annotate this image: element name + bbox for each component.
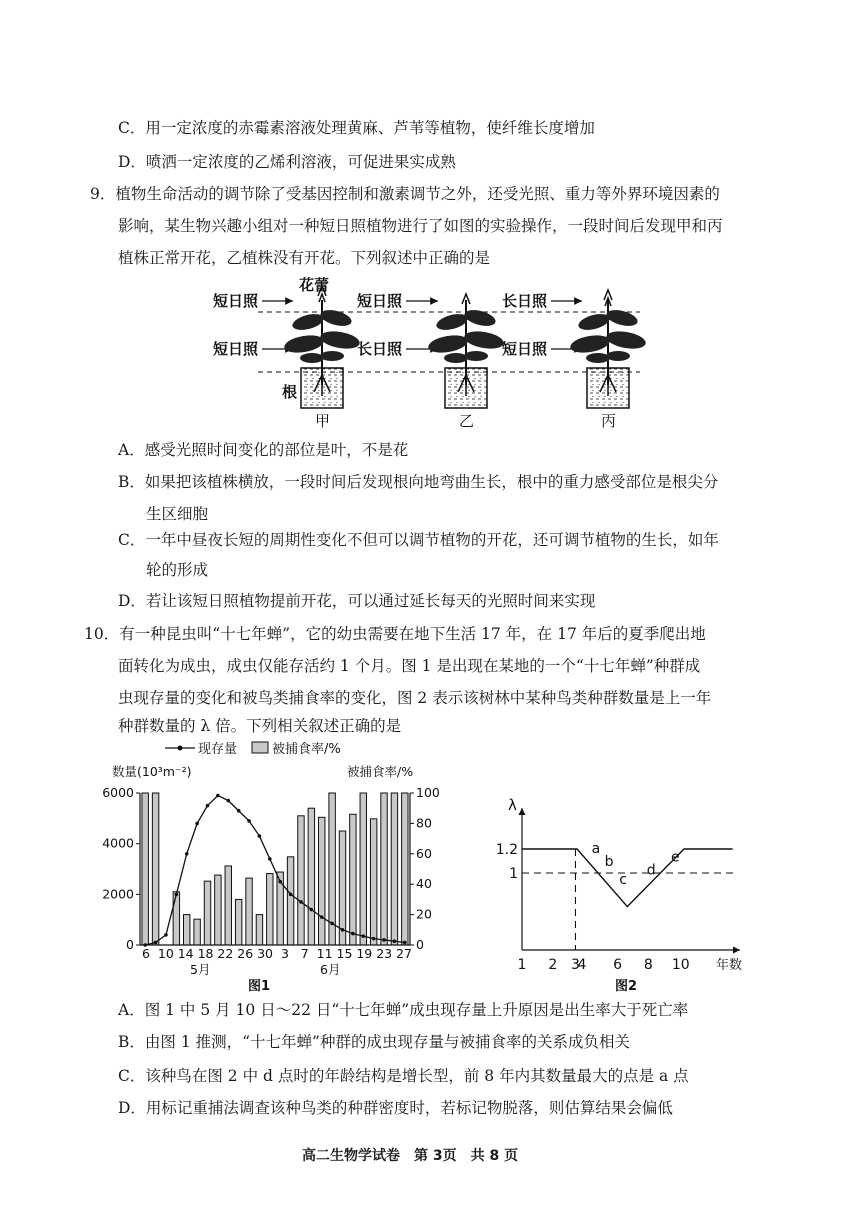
plant-jia-bottom-light: 短日照: [213, 340, 259, 358]
x-tick-label: 18: [197, 946, 214, 961]
q8-option-d: D．喷洒一定浓度的乙烯利溶液，可促进果实成熟: [118, 153, 456, 171]
q10-stem-line1: 10．有一种昆虫叫“十七年蝉”，它的幼虫需要在地下生活 17 年，在 17 年后的夏季爬出地: [84, 625, 706, 643]
right-tick-label: 40: [416, 876, 432, 892]
x-tick-label: 7: [300, 946, 309, 961]
point-label-b: b: [604, 853, 614, 870]
q9-option-c-line1: C．一年中昼夜长短的周期性变化不但可以调节植物的开花，还可调节植物的生长，如年: [118, 531, 719, 549]
flower-bud-label: 花蕾: [299, 276, 330, 294]
q8-option-c: C．用一定浓度的赤霉素溶液处理黄麻、芦苇等植物，使纤维长度增加: [118, 119, 595, 137]
x-tick-label: 6: [613, 957, 623, 973]
x-tick-label: 22: [217, 946, 234, 961]
q9-option-a: A．感受光照时间变化的部位是叶，不是花: [118, 441, 409, 459]
x-tick-label: 15: [336, 946, 353, 961]
q10-option-a: A．图 1 中 5 月 10 日～22 日“十七年蝉”成虫现存量上升原因是出生率大于死亡率: [118, 1001, 689, 1019]
fig1-caption: 图1: [248, 979, 271, 994]
point-label-d: d: [646, 862, 656, 879]
y-tick-label: 1.2: [495, 842, 518, 858]
q10-stem-line2: 面转化为成虫，成虫仅能存活约 1 个月。图 1 是出现在某地的一个“十七年蝉”种群成: [118, 657, 701, 675]
q10-option-d: D．用标记重捕法调查该种鸟类的种群密度时，若标记物脱落，则估算结果会偏低: [118, 1099, 673, 1117]
x-tick-label: 2: [548, 957, 558, 973]
root-label: 根: [282, 383, 298, 401]
left-tick-label: 4000: [102, 835, 134, 851]
page-footer: 高二生物学试卷 第 3页 共 8 页: [302, 1148, 519, 1164]
q9-stem-line2: 影响，某生物兴趣小组对一种短日照植物进行了如图的实验操作，一段时间后发现甲和丙: [118, 217, 723, 235]
point-label-e: e: [671, 849, 680, 866]
x-tick-label: 30: [257, 946, 274, 961]
left-tick-label: 0: [126, 937, 134, 952]
x-tick-label: 1: [517, 957, 527, 973]
fig1-left-axis-label: 数量(10³m⁻²): [112, 764, 192, 779]
plant-jia-name: 甲: [315, 412, 331, 430]
point-label-a: a: [591, 841, 601, 857]
q10-option-b: B．由图 1 推测，“十七年蝉”种群的成虫现存量与被捕食率的关系成负相关: [118, 1033, 630, 1051]
right-tick-label: 20: [416, 906, 432, 922]
q9-stem-line3: 植株正常开花，乙植株没有开花。下列叙述中正确的是: [118, 249, 491, 267]
q9-option-c-line2: 轮的形成: [146, 561, 209, 579]
plant-yi-bottom-light: 长日照: [357, 340, 403, 358]
x-tick-label: 3: [570, 957, 580, 973]
left-tick-label: 2000: [102, 886, 134, 902]
fig1-month-june: 6月: [320, 962, 341, 977]
x-tick-label: 6: [142, 946, 150, 961]
fig1-right-axis-label: 被捕食率/%: [347, 764, 414, 779]
x-tick-label: 11: [316, 946, 333, 961]
fig2-caption: 图2: [615, 979, 638, 994]
plant-bing-bottom-light: 短日照: [502, 340, 548, 358]
right-tick-label: 0: [416, 937, 424, 952]
fig2-x-axis-label: 年数: [716, 958, 743, 973]
lambda-line: [522, 849, 733, 907]
q9-stem-line1: 9．植物生命活动的调节除了受基因控制和激素调节之外，还受光照、重力等外界环境因素的: [90, 185, 720, 203]
x-tick-label: 19: [356, 946, 373, 961]
q9-option-b-line1: B．如果把该植株横放，一段时间后发现根向地弯曲生长，根中的重力感受部位是根尖分: [118, 473, 719, 491]
q10-option-c: C．该种鸟在图 2 中 d 点时的年龄结构是增长型，前 8 年内其数量最大的点是 a 点: [118, 1067, 689, 1085]
q10-stem-line4: 种群数量的 λ 倍。下列相关叙述正确的是: [118, 717, 402, 735]
fig1-month-may: 5月: [190, 962, 211, 977]
x-tick-label: 3: [280, 946, 289, 961]
plant-yi-name: 乙: [459, 412, 475, 430]
plant-yi-top-light: 短日照: [357, 292, 403, 310]
right-tick-label: 100: [416, 785, 440, 800]
q9-option-d: D．若让该短日照植物提前开花，可以通过延长每天的光照时间来实现: [118, 592, 596, 610]
x-tick-label: 10: [671, 957, 690, 973]
legend-standing-stock: 现存量: [198, 742, 238, 757]
point-label-c: c: [619, 871, 627, 888]
legend-predation-rate: 被捕食率/%: [272, 742, 341, 757]
x-tick-label: 27: [396, 946, 412, 961]
x-tick-label: 14: [177, 946, 194, 961]
q9-option-b-line2: 生区细胞: [146, 505, 209, 523]
y-tick-label: 1: [509, 866, 518, 882]
x-tick-label: 10: [157, 946, 174, 961]
x-tick-label: 23: [376, 946, 393, 961]
q10-stem-line3: 虫现存量的变化和被鸟类捕食率的变化，图 2 表示该树林中某种鸟类种群数量是上一年: [118, 689, 712, 707]
plant-bing-top-light: 长日照: [502, 292, 548, 310]
x-tick-label: 4: [577, 957, 587, 973]
plant-jia-top-light: 短日照: [213, 292, 259, 310]
x-tick-label: 26: [237, 946, 254, 961]
fig2-y-axis-label: λ: [508, 796, 517, 814]
right-tick-label: 80: [416, 815, 432, 831]
x-tick-label: 8: [643, 957, 653, 973]
right-tick-label: 60: [416, 845, 432, 861]
left-tick-label: 6000: [102, 785, 134, 800]
plant-bing-name: 丙: [601, 412, 617, 430]
